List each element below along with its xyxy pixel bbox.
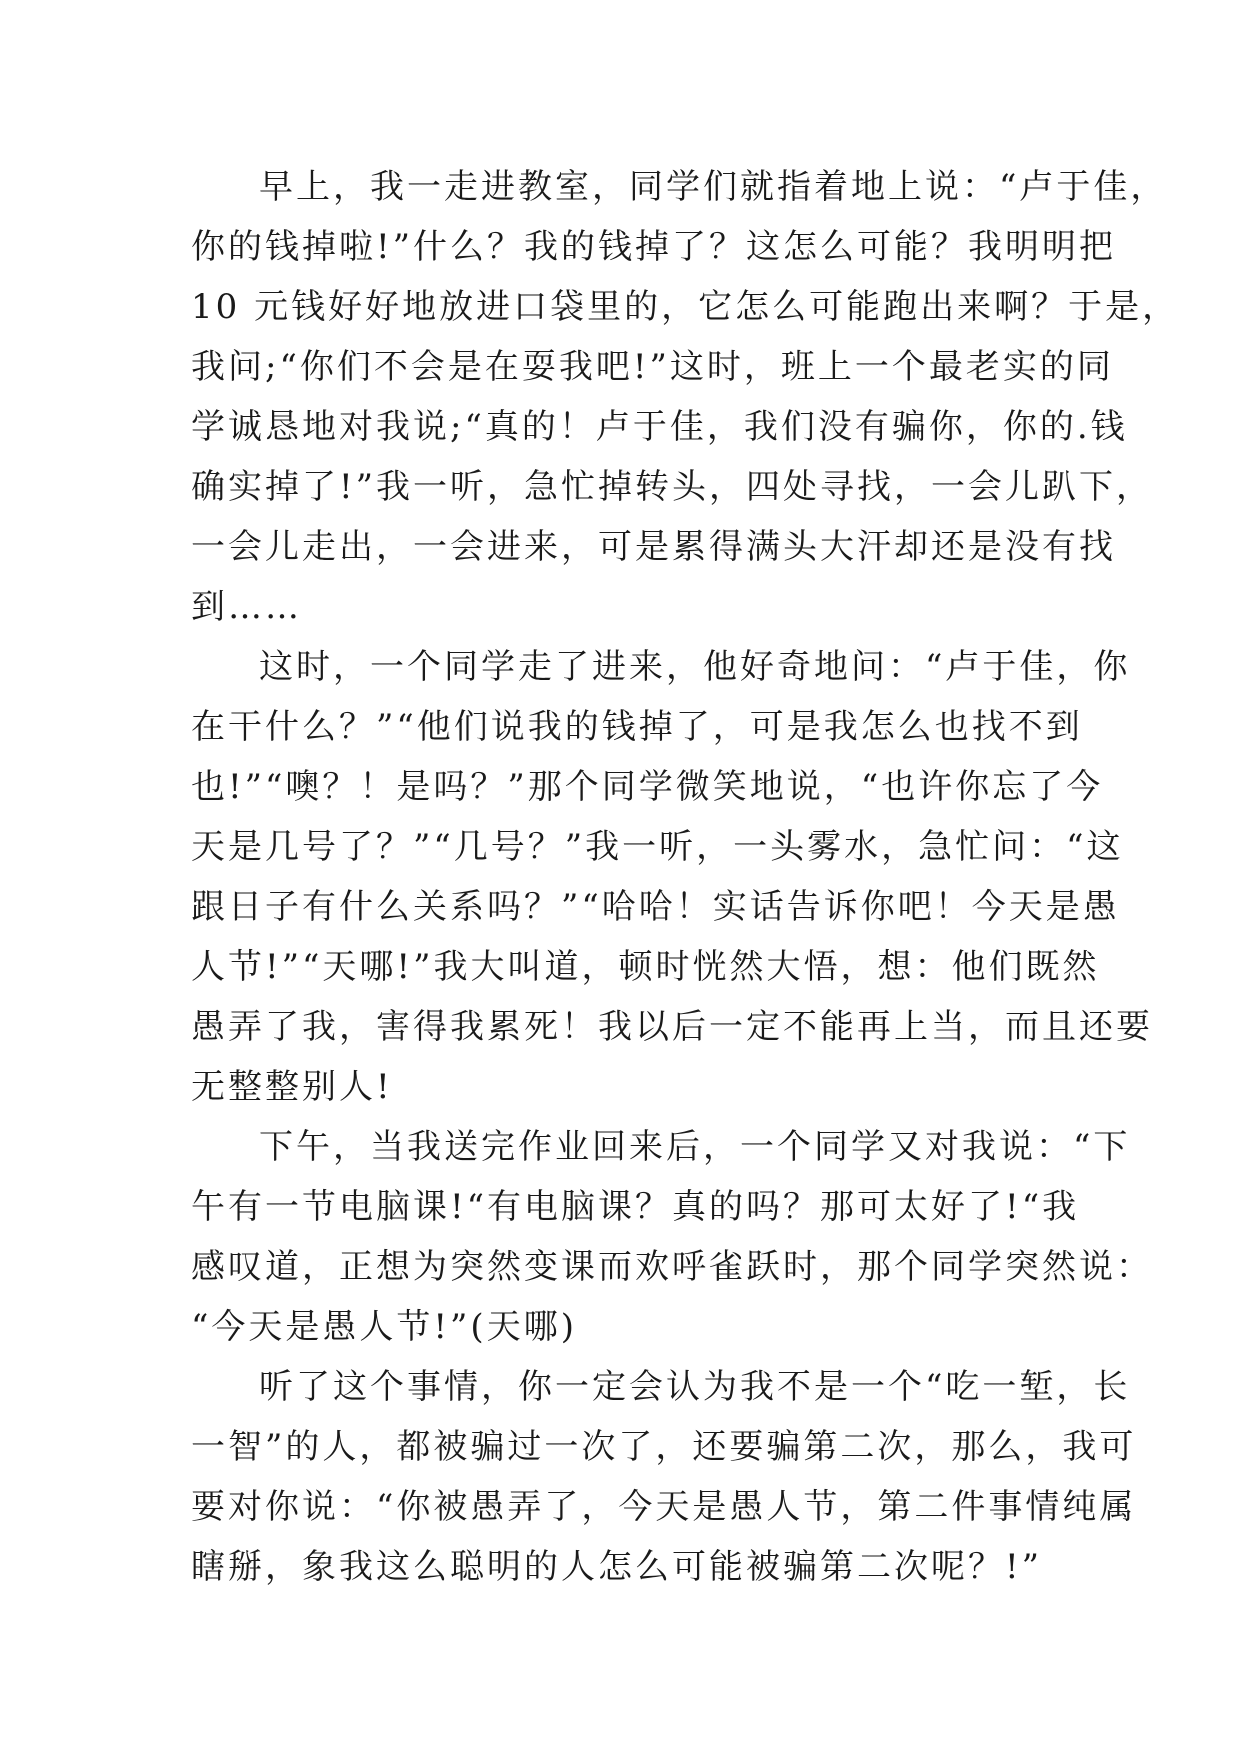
text-line: 学诚恳地对我说;“真的！卢于佳，我们没有骗你，你的.钱: [191, 407, 1128, 447]
text-line: 要对你说：“你被愚弄了，今天是愚人节，第二件事情纯属: [191, 1487, 1137, 1527]
text-line: 早上，我一走进教室，同学们就指着地上说：“卢于佳，: [259, 167, 1168, 207]
text-line: 人节!”“天哪!”我大叫道，顿时恍然大悟，想：他们既然: [191, 947, 1100, 987]
text-line: 一智”的人，都被骗过一次了，还要骗第二次，那么，我可: [191, 1427, 1137, 1467]
text-line: 这时，一个同学走了进来，他好奇地问：“卢于佳，你: [259, 647, 1131, 687]
paragraph-2: [191, 637, 1153, 1117]
text-line: 在干什么？”“他们说我的钱掉了，可是我怎么也找不到: [191, 707, 1083, 747]
text-line: 下午，当我送完作业回来后，一个同学又对我说：“下: [259, 1127, 1131, 1167]
text-line: 听了这个事情，你一定会认为我不是一个“吃一堑，长: [259, 1367, 1131, 1407]
text-line: 跟日子有什么关系吗？”“哈哈！实话告诉你吧！今天是愚: [191, 887, 1120, 927]
text-line: 也!”“噢？！是吗？”那个同学微笑地说，“也许你忘了今: [191, 767, 1104, 807]
article-body: [191, 157, 1180, 1597]
text-line: 到……: [191, 587, 302, 627]
text-line: 感叹道，正想为突然变课而欢呼雀跃时，那个同学突然说：: [191, 1247, 1153, 1287]
text-line: 确实掉了!”我一听，急忙掉转头，四处寻找，一会儿趴下，: [191, 467, 1154, 507]
text-line: 一会儿走出，一会进来，可是累得满头大汗却还是没有找: [191, 527, 1116, 567]
text-line: 你的钱掉啦!”什么？我的钱掉了？这怎么可能？我明明把: [191, 227, 1117, 267]
text-line: 天是几号了？”“几号？”我一听，一头雾水，急忙问：“这: [191, 827, 1124, 867]
text-line: 午有一节电脑课!“有电脑课？真的吗？那可太好了!“我: [191, 1187, 1080, 1227]
text-line: “今天是愚人节!”(天哪): [191, 1307, 577, 1347]
text-line: 瞎掰，象我这么聪明的人怎么可能被骗第二次呢？!”: [191, 1547, 1043, 1587]
text-line: 10 元钱好好地放进口袋里的，它怎么可能跑出来啊？于是，: [191, 287, 1180, 327]
text-line: 愚弄了我，害得我累死！我以后一定不能再上当，而且还要: [191, 1007, 1153, 1047]
paragraph-4: [191, 1357, 1137, 1597]
paragraph-3: [191, 1117, 1153, 1357]
text-line: 无整整别人!: [191, 1067, 393, 1107]
paragraph-1: [191, 157, 1180, 637]
text-line: 我问;“你们不会是在耍我吧!”这时，班上一个最老实的同: [191, 347, 1114, 387]
